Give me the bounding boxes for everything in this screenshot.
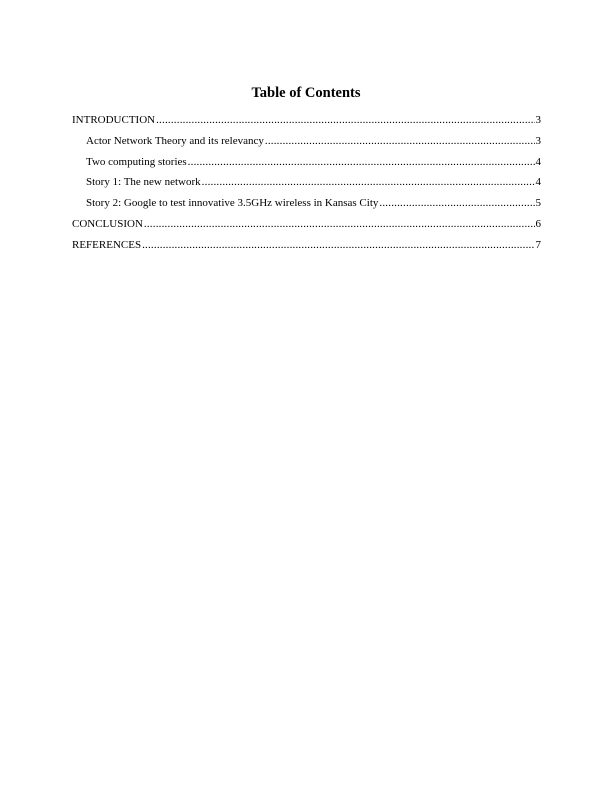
toc-title: Table of Contents <box>251 85 361 101</box>
table-of-contents <box>72 113 541 259</box>
toc-entry-page: 3 <box>535 114 541 126</box>
toc-entry-page: 5 <box>535 197 541 210</box>
toc-entry-page: 6 <box>535 217 541 230</box>
toc-entry-page: 4 <box>535 176 541 189</box>
toc-entry-introduction[interactable] <box>72 113 541 134</box>
toc-dot-leader <box>156 113 534 127</box>
toc-dot-leader <box>202 175 535 189</box>
toc-entry-actor-network-theory[interactable] <box>72 134 541 155</box>
toc-dot-leader <box>188 155 535 169</box>
toc-entry-label: INTRODUCTION <box>72 114 156 126</box>
toc-entry-story-1[interactable] <box>72 175 541 196</box>
toc-entry-label: Two computing stories <box>86 155 187 168</box>
toc-entry-story-2[interactable] <box>72 196 541 217</box>
toc-entry-label: CONCLUSION <box>72 217 143 230</box>
toc-entry-label: Actor Network Theory and its relevancy <box>86 134 264 147</box>
toc-entry-page: 7 <box>535 238 541 251</box>
toc-dot-leader <box>379 196 534 210</box>
toc-entry-label: REFERENCES <box>72 238 142 251</box>
toc-entry-label: Story 1: The new network <box>86 176 201 189</box>
toc-entry-conclusion[interactable] <box>72 217 541 238</box>
toc-entry-page: 4 <box>535 155 541 168</box>
toc-entry-two-computing-stories[interactable] <box>72 155 541 176</box>
toc-dot-leader <box>142 238 534 252</box>
toc-entry-references[interactable] <box>72 238 541 259</box>
toc-entry-label: Story 2: Google to test innovative 3.5GHz wireless in Kansas City <box>86 197 379 210</box>
toc-dot-leader <box>144 217 535 231</box>
toc-dot-leader <box>265 134 535 148</box>
toc-entry-page: 3 <box>535 134 541 147</box>
